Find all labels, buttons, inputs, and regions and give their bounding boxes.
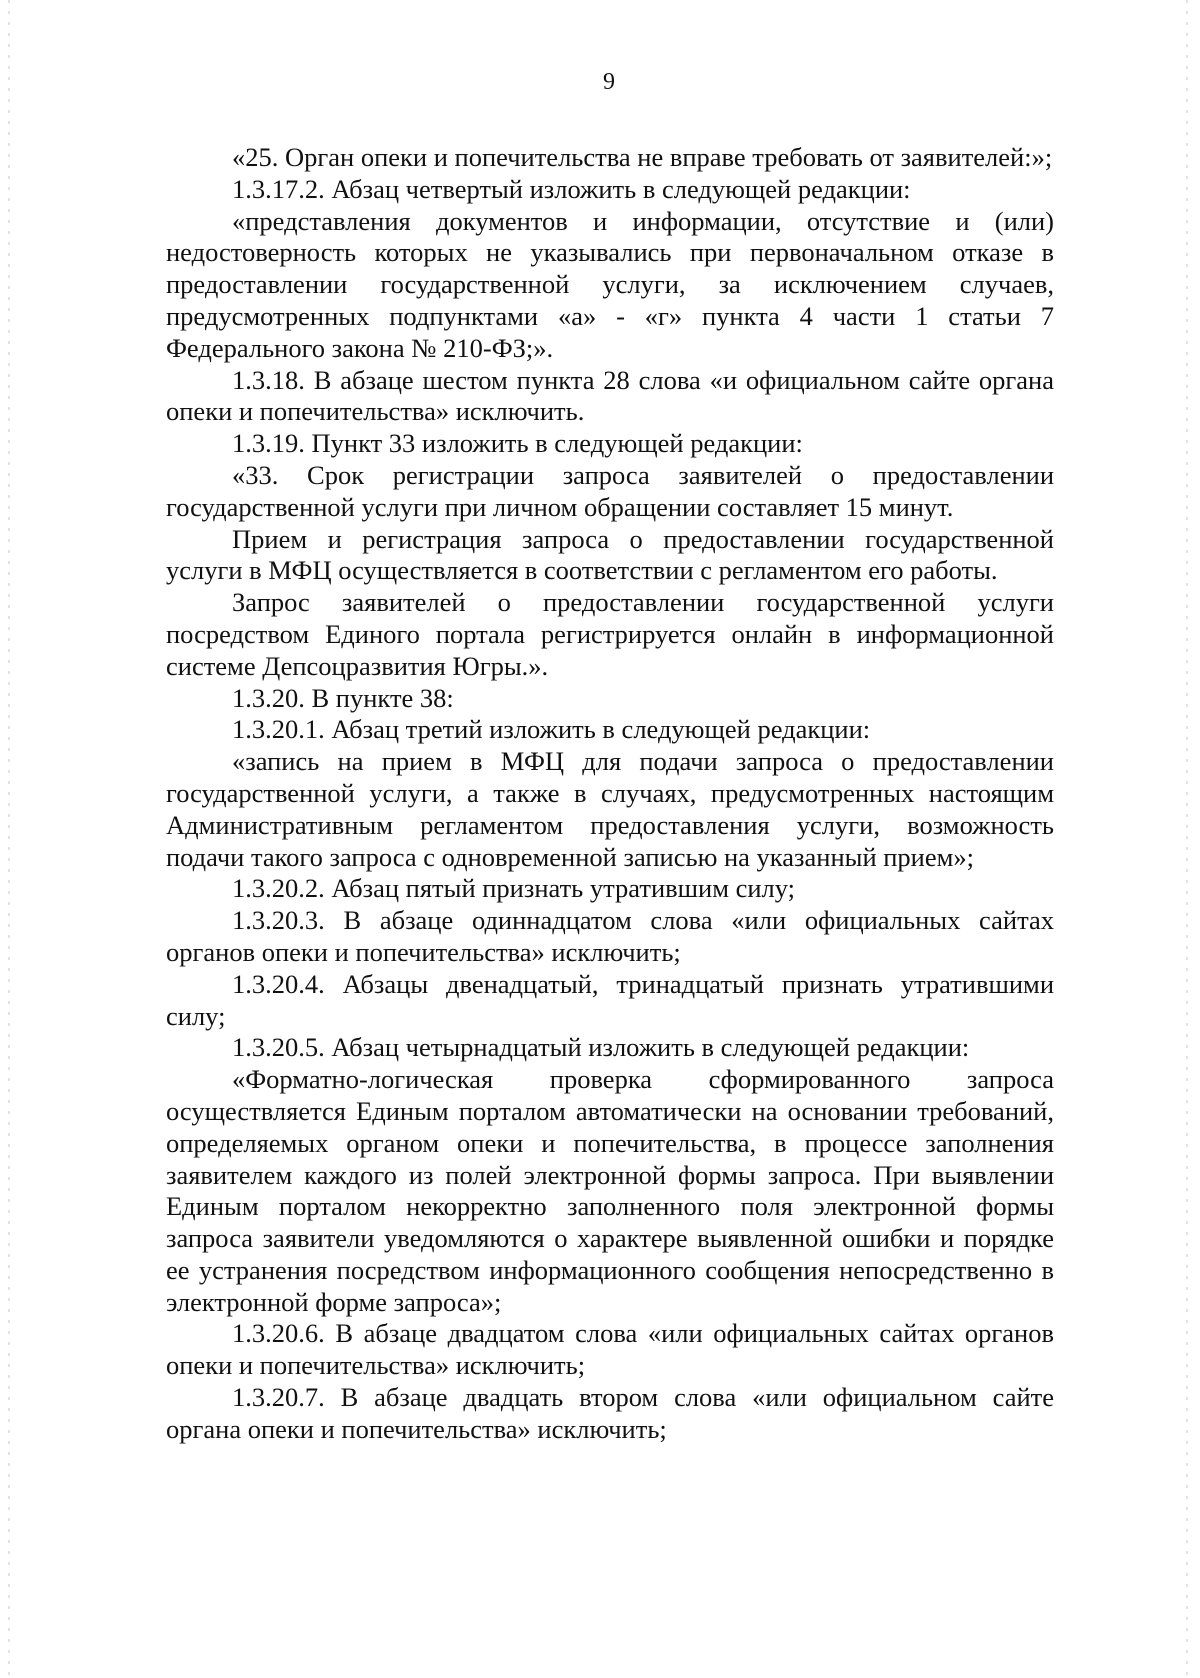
paragraph: 1.3.20.1. Абзац третий изложить в следующей редакции: bbox=[232, 714, 871, 745]
paragraph: 1.3.20.3. В абзаце одиннадцатом слова «или официальных сайтах органов опеки и попечительства» исключить; bbox=[166, 905, 1054, 967]
paragraph: 1.3.20.7. В абзаце двадцать втором слова «или официальном сайте органа опеки и попечительства» исключить; bbox=[166, 1382, 1054, 1444]
paragraph: 1.3.18. В абзаце шестом пункта 28 слова «и официальном сайте органа опеки и попечительства» исключить. bbox=[166, 364, 1054, 427]
paragraph: «представления документов и информации, отсутствие и (или) недостоверность которых не указывались при первоначальном отказе в предоставлении государственной услуги, за исключением случаев, предусмотренных подпунктами «а» - «г» пункта 4 части 1 статьи 7 Федерального закона № 210-ФЗ;». bbox=[166, 205, 1054, 363]
paragraph: «33. Срок регистрации запроса заявителей о предоставлении государственной услуги при личном обращении составляет 15 минут. bbox=[166, 459, 1054, 522]
paragraph: 1.3.17.2. Абзац четвертый изложить в следующей редакции: bbox=[232, 173, 911, 204]
paragraph: 1.3.20. В пункте 38: bbox=[232, 682, 454, 713]
scan-edge-right bbox=[1186, 0, 1188, 1678]
paragraph: 1.3.19. Пункт 33 изложить в следующей редакции: bbox=[232, 428, 803, 459]
paragraph: «запись на прием в МФЦ для подачи запроса о предоставлении государственной услуги, а также в случаях, предусмотренных настоящим Административным регламентом предоставления услуги, возможность подачи такого запроса с одновременной записью на указанный прием»; bbox=[166, 746, 1054, 872]
page-number: 9 bbox=[603, 69, 615, 95]
document-body bbox=[166, 142, 1054, 1446]
paragraph: Запрос заявителей о предоставлении государственной услуги посредством Единого портала регистрируется онлайн в информационной системе Депсоцразвития Югры.». bbox=[166, 587, 1054, 681]
paragraph: Прием и регистрация запроса о предоставлении государственной услуги в МФЦ осуществляется в соответствии с регламентом его работы. bbox=[166, 523, 1054, 586]
paragraph: 1.3.20.4. Абзацы двенадцатый, тринадцатый признать утратившими силу; bbox=[166, 968, 1054, 1031]
paragraph: «25. Орган опеки и попечительства не вправе требовать от заявителей:»; bbox=[232, 142, 1053, 172]
paragraph: 1.3.20.6. В абзаце двадцатом слова «или официальных сайтах органов опеки и попечительства» исключить; bbox=[166, 1318, 1054, 1381]
paragraph: 1.3.20.5. Абзац четырнадцатый изложить в следующей редакции: bbox=[232, 1032, 970, 1063]
paragraph: «Форматно-логическая проверка сформированного запроса осуществляется Единым порталом автоматически на основании требований, определяемых органом опеки и попечительства, в процессе заполнения заявителем каждого из полей электронной формы запроса. При выявлении Единым порталом некорректно заполненного поля электронной формы запроса заявители уведомляются о характере выявленной ошибки и порядке ее устранения посредством информационного сообщения непосредственно в электронной форме запроса»; bbox=[166, 1064, 1054, 1317]
scan-edge-left bbox=[8, 0, 10, 1678]
paragraph: 1.3.20.2. Абзац пятый признать утратившим силу; bbox=[232, 873, 796, 904]
